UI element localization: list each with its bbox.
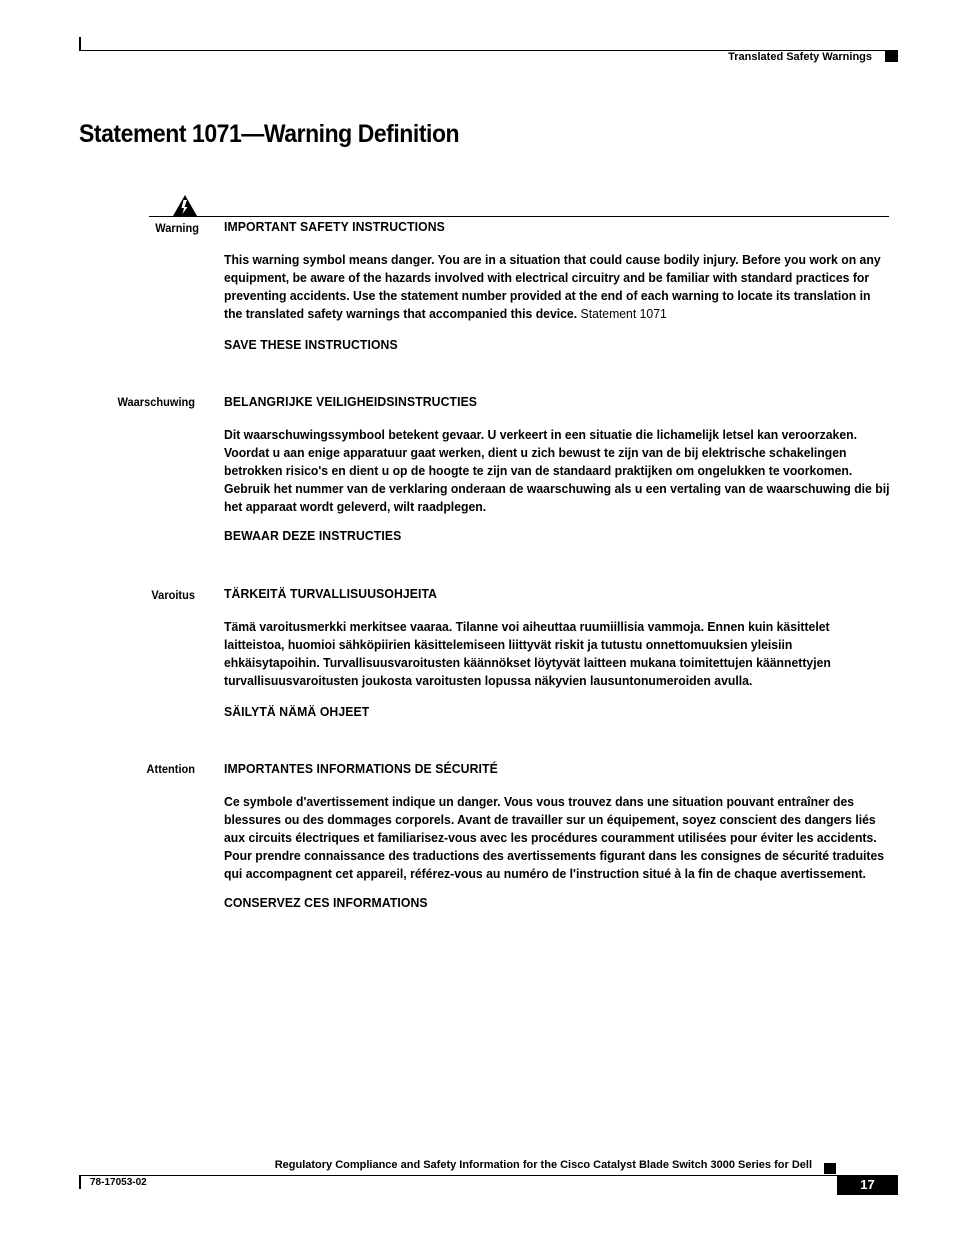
body-fr: Ce symbole d'avertissement indique un danger. Vous vous trouvez dans une situation pouvant entraîner des blessures ou des dommages corporels. Avant de travailler sur un équipement, soyez conscient des dangers liés aux circuits électriques et familiarisez-vous avec les procédures couramment utilisées pour éviter les accidents. Pour prendre connaissance des traductions des avertissements figurant dans les consignes de sécurité traduites qui accompagnent cet appareil, référez-vous au numéro de l'instruction situé à la fin de chaque avertissement. bbox=[224, 794, 885, 881]
heading-en: IMPORTANT SAFETY INSTRUCTIONS bbox=[224, 219, 445, 234]
header-left-bar bbox=[79, 37, 81, 50]
body-nl: Dit waarschuwingssymbool betekent gevaar. U verkeert in een situatie die lichamelijk letsel kan veroorzaken. Voordat u aan enige apparatuur gaat werken, dient u zich bewust te zijn van de bij elektrische schakelingen betrokken risico's en dient u op de hoogte te zijn van de standaard praktijken om ongelukken te voorkomen. Gebruik het nummer van de verklaring onderaan de waarschuwing als u een vertaling van de waarschuwing die bij het apparaat wordt geleverd, wilt raadplegen. bbox=[224, 427, 890, 514]
warning-block-fi bbox=[224, 586, 890, 720]
warning-block-en bbox=[224, 219, 890, 353]
running-title: Translated Safety Warnings bbox=[728, 51, 872, 63]
warning-block-nl bbox=[224, 394, 890, 544]
footer-rule bbox=[79, 1175, 837, 1176]
footer-left-bar bbox=[79, 1176, 81, 1189]
statement-number: Statement 1071 bbox=[580, 306, 667, 321]
footer-doc-number: 78-17053-02 bbox=[90, 1177, 147, 1188]
body-en bbox=[224, 251, 890, 323]
heading-fi: TÄRKEITÄ TURVALLISUUSOHJEITA bbox=[224, 586, 438, 601]
header-marker bbox=[885, 51, 898, 62]
label-varoitus: Varoitus bbox=[151, 588, 195, 602]
heading-nl: BELANGRIJKE VEILIGHEIDSINSTRUCTIES bbox=[224, 394, 478, 409]
warning-triangle-icon bbox=[172, 194, 198, 217]
closing-fr: CONSERVEZ CES INFORMATIONS bbox=[224, 895, 428, 910]
body-fi: Tämä varoitusmerkki merkitsee vaaraa. Tilanne voi aiheuttaa ruumiillisia vammoja. Ennen kuin käsittelet laitteistoa, huomioi sähköpiirien käsittelemiseen liittyvät riskit ja tutustu onnettomuuksien yleisiin ehkäisytapoihin. Turvallisuusvaroitusten käännökset löytyvät laitteen mukana toimitettujen käännettyjen turvallisuusvaroitusten joukosta varoitusten lopussa näkyvien lausuntonumeroiden avulla. bbox=[224, 619, 831, 688]
heading-fr: IMPORTANTES INFORMATIONS DE SÉCURITÉ bbox=[224, 761, 498, 776]
footer-marker bbox=[824, 1163, 836, 1174]
closing-en: SAVE THESE INSTRUCTIONS bbox=[224, 337, 398, 352]
page-title: Statement 1071—Warning Definition bbox=[79, 120, 460, 148]
footer-book-title: Regulatory Compliance and Safety Information for the Cisco Catalyst Blade Switch 3000 Series for Dell bbox=[274, 1159, 812, 1171]
label-waarschuwing: Waarschuwing bbox=[117, 395, 195, 409]
body-en-text: This warning symbol means danger. You are in a situation that could cause bodily injury. Before you work on any equipment, be aware of the hazards involved with electrical circuitry and be familiar with standard practices for preventing accidents. Use the statement number provided at the end of each warning to locate its translation in the translated safety warnings that accompanied this device. bbox=[224, 252, 881, 321]
label-warning: Warning bbox=[155, 221, 199, 235]
warning-block-fr bbox=[224, 761, 890, 911]
page-number: 17 bbox=[837, 1175, 898, 1195]
closing-nl: BEWAAR DEZE INSTRUCTIES bbox=[224, 528, 402, 543]
label-attention: Attention bbox=[146, 762, 195, 776]
warning-rule bbox=[149, 216, 889, 217]
closing-fi: SÄILYTÄ NÄMÄ OHJEET bbox=[224, 704, 370, 719]
